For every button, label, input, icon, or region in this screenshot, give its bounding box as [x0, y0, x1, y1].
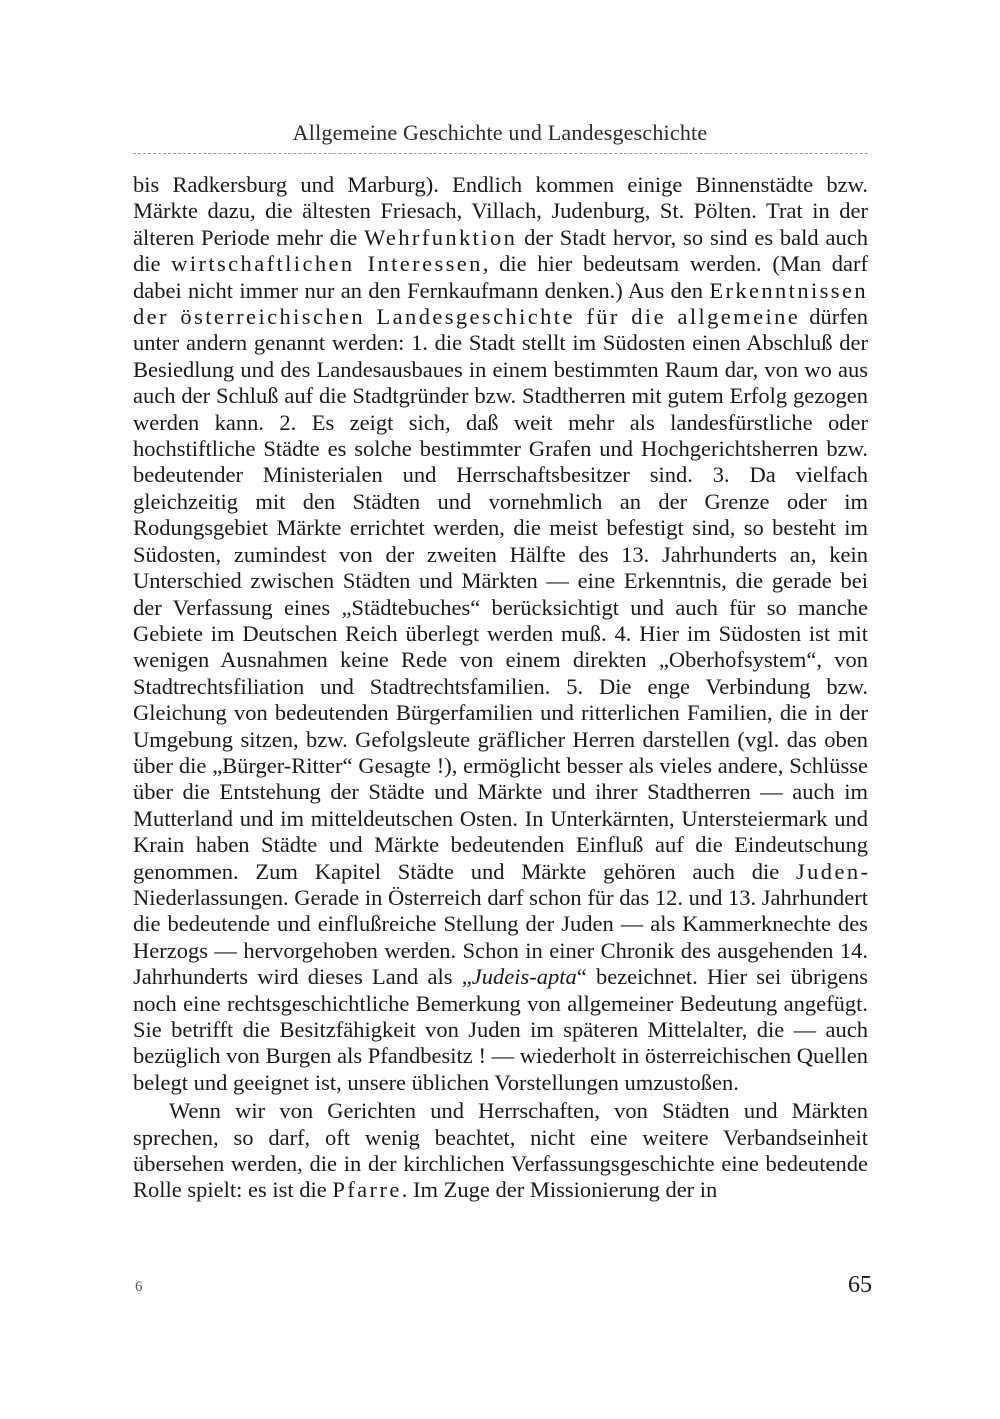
paragraph [133, 1098, 868, 1204]
paragraph [133, 172, 868, 1096]
spaced-emphasis: Erkenntnissen der österreichischen Landesgeschichte für die allgemeine [133, 277, 868, 330]
text-run: . Im Zuge der Missionierung der in [401, 1177, 718, 1203]
spaced-emphasis: Pfarre [332, 1177, 402, 1203]
running-head: Allgemeine Geschichte und Landesgeschichte [292, 120, 708, 145]
spaced-emphasis: Wehrfunktion [364, 224, 518, 250]
page-number: 65 [848, 1272, 872, 1298]
text-run: der Stadt hervor, so sind es bald auch die [133, 224, 868, 277]
spaced-emphasis: wirtschaftlichen Interessen [171, 251, 483, 277]
text-run: Wenn wir von Gerichten und Herrschaften, von Städten und Märkten sprechen, so darf, oft wenig beachtet, nicht eine weitere Verbandseinheit übersehen werden, die in der kirchlichen Verfassungsgeschichte eine bedeutende Rolle spielt: es ist die [133, 1098, 868, 1203]
italic-term: Judeis-apta [471, 964, 577, 990]
header-rule [133, 153, 868, 154]
text-run: dürfen unter andern genannt werden: 1. die Stadt stellt im Südosten einen Abschluß der Besiedlung und des Landesausbaues in einem bestimmten Raum dar, von wo aus auch der Schluß auf die Stadtgründer bzw. Stadtherren mit gutem Erfolg gezogen werden kann. 2. Es zeigt sich, daß weit mehr als landesfürstliche oder hochstiftliche Städte es solche bestimmter Grafen und Hochgerichtsherren bzw. bedeutender Ministerialen und Herrschaftsbesitzer sind. 3. Da vielfach gleichzeitig mit den Städten und vornehmlich an der Grenze oder im Rodungsgebiet Märkte errichtet werden, die meist befestigt sind, so besteht im Südosten, zumindest von der zweiten Hälfte des 13. Jahrhunderts an, kein Unterschied zwischen Städten und Märkten — eine Erkenntnis, die gerade bei der Verfassung eines „Städtebuches“ berücksichtigt und auch für so manche Gebiete im Deutschen Reich überlegt werden muß. 4. Hier im Südosten ist mit wenigen Ausnahmen keine Rede von einem direkten „Oberhofsystem“, von Stadtrechtsfiliation und Stadtrechtsfamilien. 5. Die enge Verbindung bzw. Gleichung von bedeutenden Bürgerfamilien und ritterlichen Familien, die in der Umgebung sitzen, bzw. Gefolgsleute gräflicher Herren darstellen (vgl. das oben über die „Bürger-Ritter“ Gesagte !), ermöglicht besser als vieles andere, Schlüsse über die Entstehung der Städte und Märkte und ihrer Stadtherren — auch im Mutterland und im mitteldeutschen Osten. In Unterkärnten, Untersteiermark und Krain haben Städte und Märkte bedeutenden Einfluß auf die Eindeutschung genommen. Zum Kapitel Städte und Märkte gehören auch die [133, 304, 868, 884]
signature-mark: 6 [135, 1279, 143, 1295]
body-text [133, 172, 868, 1204]
text-run: , die hier bedeutsam werden. (Man darf dabei nicht immer nur an den Fernkaufmann denken.) Aus den [133, 251, 868, 303]
text-run: bis Radkersburg und Marburg). Endlich kommen einige Binnenstädte bzw. Märkte dazu, die ältesten Friesach, Villach, Judenburg, St. Pölten. Trat in der älteren Periode mehr die [133, 172, 868, 250]
text-run: -Niederlassungen. Gerade in Österreich darf schon für das 12. und 13. Jahrhundert die bedeutende und einflußreiche Stellung der Juden — als Kammerknechte des Herzogs — hervorgehoben werden. Schon in einer Chronik des ausgehenden 14. Jahrhunderts wird dieses Land als „ [133, 858, 868, 990]
spaced-emphasis: Juden [796, 858, 861, 884]
text-run: “ bezeichnet. Hier sei übrigens noch eine rechtsgeschichtliche Bemerkung von allgemeiner Bedeutung angefügt. Sie betrifft die Besitzfähigkeit von Juden im späteren Mittelalter, die — auch bezüglich von Burgen als Pfandbesitz ! — wiederholt in österreichischen Quellen belegt und geeignet ist, unsere üblichen Vorstellungen umzustoßen. [133, 964, 868, 1095]
